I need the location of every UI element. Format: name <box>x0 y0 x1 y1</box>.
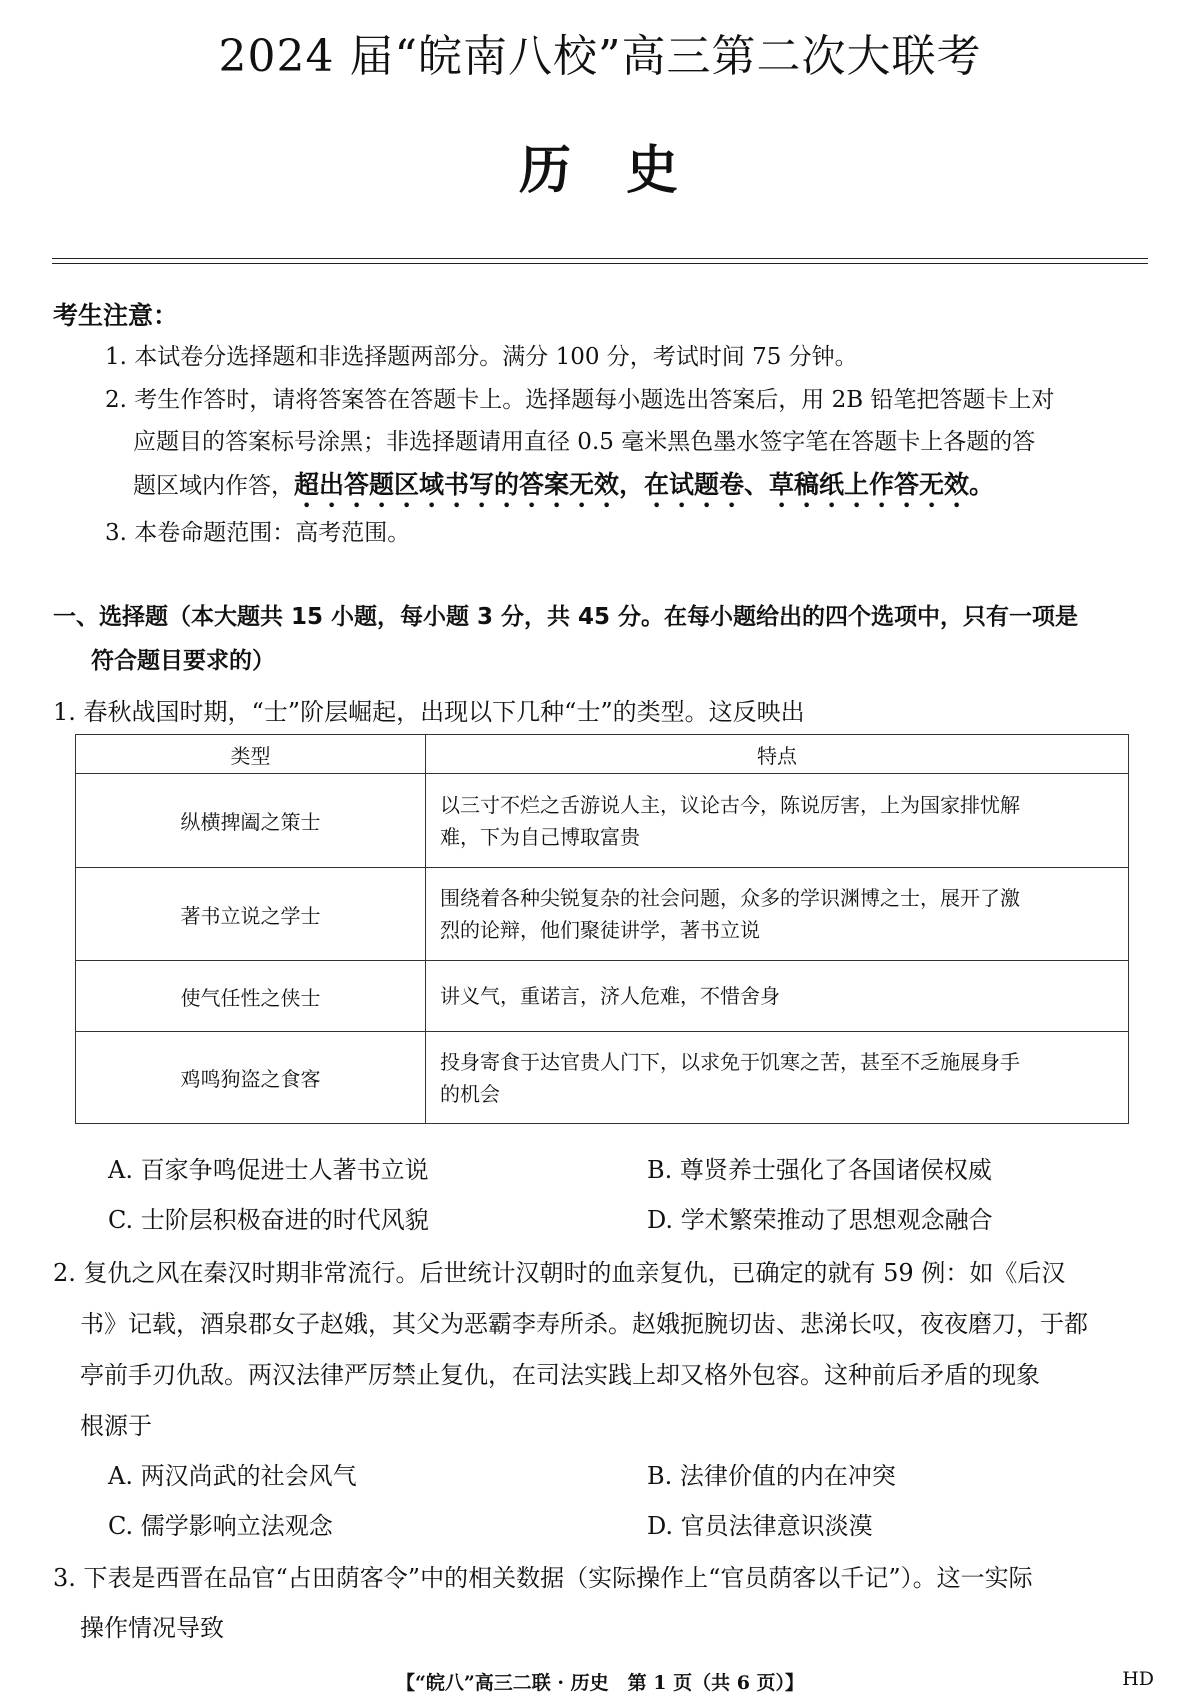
q1-option-b: B. 尊贤养士强化了各国诸侯权威 <box>647 1156 992 1184</box>
exam-title: 2024 届“皖南八校”高三第二次大联考 <box>218 31 982 82</box>
q1-feature-line: 投身寄食于达官贵人门下，以求免于饥寒之苦，甚至不乏施展身手 <box>440 1049 1020 1074</box>
q2-option-a: A. 两汉尚武的社会风气 <box>108 1462 357 1490</box>
q1-table <box>75 734 1129 1124</box>
q1-cell-type: 著书立说之学士 <box>76 868 426 961</box>
q1-feature-line: 以三寸不烂之舌游说人主，议论古今，陈说厉害，上为国家排忧解 <box>440 792 1020 817</box>
table-row <box>76 774 1129 868</box>
table-row <box>76 961 1129 1032</box>
q1-feature-line: 的机会 <box>440 1081 500 1106</box>
subject-char-1: 历 <box>518 140 574 201</box>
notice-item-1: 1. 本试卷分选择题和非选择题两部分。满分 100 分，考试时间 75 分钟。 <box>105 344 858 370</box>
notice-emphasis: 超出答题区域书写的答案无效，在试题卷、草稿纸上作答无效。 <box>294 470 995 499</box>
q1-option-d: D. 学术繁荣推动了思想观念融合 <box>647 1206 993 1234</box>
q2-option-c: C. 儒学影响立法观念 <box>108 1512 333 1540</box>
footer-code: HD <box>1122 1668 1154 1690</box>
q2-option-b: B. 法律价值的内在冲突 <box>647 1462 896 1490</box>
q3-stem-line-2: 操作情况导致 <box>80 1614 224 1642</box>
q2-stem-line-3: 亭前手刃仇敌。两汉法律严厉禁止复仇，在司法实践上却又格外包容。这种前后矛盾的现象 <box>80 1361 1040 1389</box>
q2-stem-line-1: 2. 复仇之风在秦汉时期非常流行。后世统计汉朝时的血亲复仇，已确定的就有 59 例：如《后汉 <box>53 1259 1066 1287</box>
q1-feature-line: 烈的论辩，他们聚徒讲学，著书立说 <box>440 918 760 942</box>
q1-feature-line: 难，下为自己博取富贵 <box>440 824 640 849</box>
q1-cell-feature <box>426 961 1129 1032</box>
q2-stem-line-4: 根源于 <box>80 1412 152 1440</box>
table-row <box>76 1032 1129 1124</box>
page-footer: 【“皖八”高三二联 · 历史 第 1 页（共 6 页）】 <box>395 1672 805 1694</box>
q1-header-type: 类型 <box>76 735 426 774</box>
section-heading-line-1: 一、选择题（本大题共 15 小题，每小题 3 分，共 45 分。在每小题给出的四个选项中，只有一项是 <box>53 604 1079 630</box>
q1-header-feature: 特点 <box>426 735 1129 774</box>
q1-cell-type: 鸡鸣狗盗之食客 <box>76 1032 426 1124</box>
q3-stem-line-1: 3. 下表是西晋在品官“占田荫客令”中的相关数据（实际操作上“官员荫客以千记”）。这一实际 <box>53 1564 1033 1592</box>
q1-feature-line: 讲义气，重诺言，济人危难，不惜舍身 <box>440 984 780 1008</box>
q1-cell-type: 纵横捭阖之策士 <box>76 774 426 868</box>
notice-item-3: 3. 本卷命题范围：高考范围。 <box>105 520 411 546</box>
header-rule-bottom <box>52 263 1148 264</box>
subject-title <box>0 128 1200 203</box>
q1-stem: 1. 春秋战国时期，“士”阶层崛起，出现以下几种“士”的类型。这反映出 <box>53 698 805 726</box>
header-rule-top <box>52 258 1148 259</box>
q1-feature-line: 围绕着各种尖锐复杂的社会问题，众多的学识渊博之士，展开了激 <box>440 886 1020 910</box>
q1-cell-feature <box>426 774 1129 868</box>
notice-item-2-line-2: 应题目的答案标号涂黑；非选择题请用直径 0.5 毫米黑色墨水签字笔在答题卡上各题的答 <box>133 429 1036 455</box>
q1-cell-feature <box>426 868 1129 961</box>
notice-item-2-line-3 <box>133 470 994 514</box>
q2-stem-line-2: 书》记载，酒泉郡女子赵娥，其父为恶霸李寿所杀。赵娥扼腕切齿、悲涕长叹，夜夜磨刀，于都 <box>80 1310 1088 1338</box>
subject-char-2: 史 <box>626 140 682 201</box>
notice-item-2-line-1: 2. 考生作答时，请将答案答在答题卡上。选择题每小题选出答案后，用 2B 铅笔把答题卡上对 <box>105 387 1055 413</box>
q2-option-d: D. 官员法律意识淡漠 <box>647 1512 873 1540</box>
q1-cell-feature <box>426 1032 1129 1124</box>
q1-option-a: A. 百家争鸣促进士人著书立说 <box>108 1156 429 1184</box>
q1-cell-type: 使气任性之侠士 <box>76 961 426 1032</box>
q1-table-header-row <box>76 735 1129 774</box>
notice-item-2-plain: 题区域内作答， <box>133 473 294 499</box>
section-heading-line-2: 符合题目要求的） <box>91 648 275 674</box>
q1-option-c: C. 士阶层积极奋进的时代风貌 <box>108 1206 429 1234</box>
notice-heading: 考生注意： <box>53 301 179 330</box>
table-row <box>76 868 1129 961</box>
